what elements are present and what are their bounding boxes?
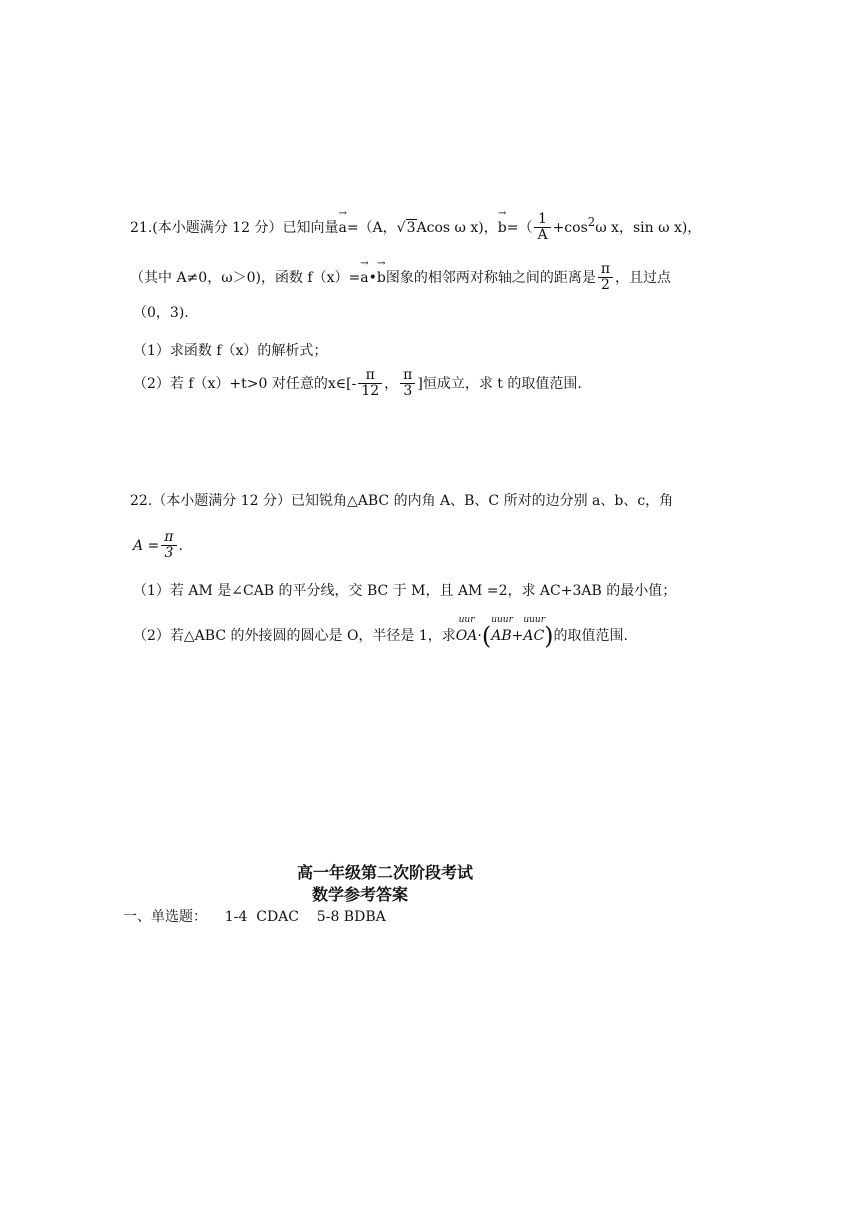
fraction-1-over-A: $\frac{1}{A}$ [534, 212, 550, 244]
q22-sub2: （2）若△ABC 的外接圆的圆心是 O，半径是 1，求 uur OA·( uuur AB+ uuur AC)的取值范围. [133, 615, 628, 650]
vector-ab: uuur AB [491, 615, 513, 644]
fraction-pi-over-2: $\frac{\pi}{2}$ [598, 262, 613, 294]
fraction-pi-over-3: $\frac{\pi}{3}$ [400, 368, 415, 400]
q21-line2: （其中 A≠0，ω＞0)，函数 f（x）= → a• → b图象的相邻两对称轴之间的距离是 $\frac{\pi}{2}$ ，且过点 [130, 257, 672, 294]
fraction-pi-over-3-q22: $\frac{\pi}{3}$ [161, 530, 176, 562]
q21-line1: 21.(本小题满分 12 分）已知向量 → a=（A，√3Acos ω x)， → b=（ $\frac{1}{A}$ $+\cos^2\omega$ x，sin ω x)， [130, 207, 702, 244]
q21-line3: （0，3). [133, 305, 189, 321]
q22-sub1: （1）若 AM 是∠CAB 的平分线，交 BC 于 M，且 AM =2，求 AC+3AB 的最小值； [133, 583, 677, 599]
q22-line1: 22.（本小题满分 12 分）已知锐角△ABC 的内角 A、B、C 所对的边分别 a、b、c，角 [130, 493, 674, 509]
answer-single-choice: 一、单选题： 1-4 CDAC 5-8 BDBA [123, 909, 386, 925]
vector-a: → a [338, 207, 347, 236]
q21-sub2: （2）若 f（x）+t>0 对任意的x∈[- $\frac{\pi}{12}$ ， $\frac{\pi}{3}$ ]恒成立，求 t 的取值范围. [133, 367, 582, 400]
q22-angle-a: A = $\frac{\pi}{3}$ . [133, 529, 183, 562]
sqrt-3: √3 [396, 219, 416, 236]
vector-b: → b [497, 207, 507, 236]
vector-oa: uur OA [455, 615, 478, 644]
vector-ac: uuur AC [523, 615, 546, 644]
fraction-pi-over-12: $\frac{\pi}{12}$ [358, 368, 382, 400]
answer-subtitle: 数学参考答案 [312, 885, 409, 904]
q21-heading: 21.(本小题满分 12 分）已知向量 [130, 219, 339, 236]
answer-title: 高一年级第二次阶段考试 [297, 863, 474, 882]
q21-sub1: （1）求函数 f（x）的解析式； [133, 343, 328, 359]
